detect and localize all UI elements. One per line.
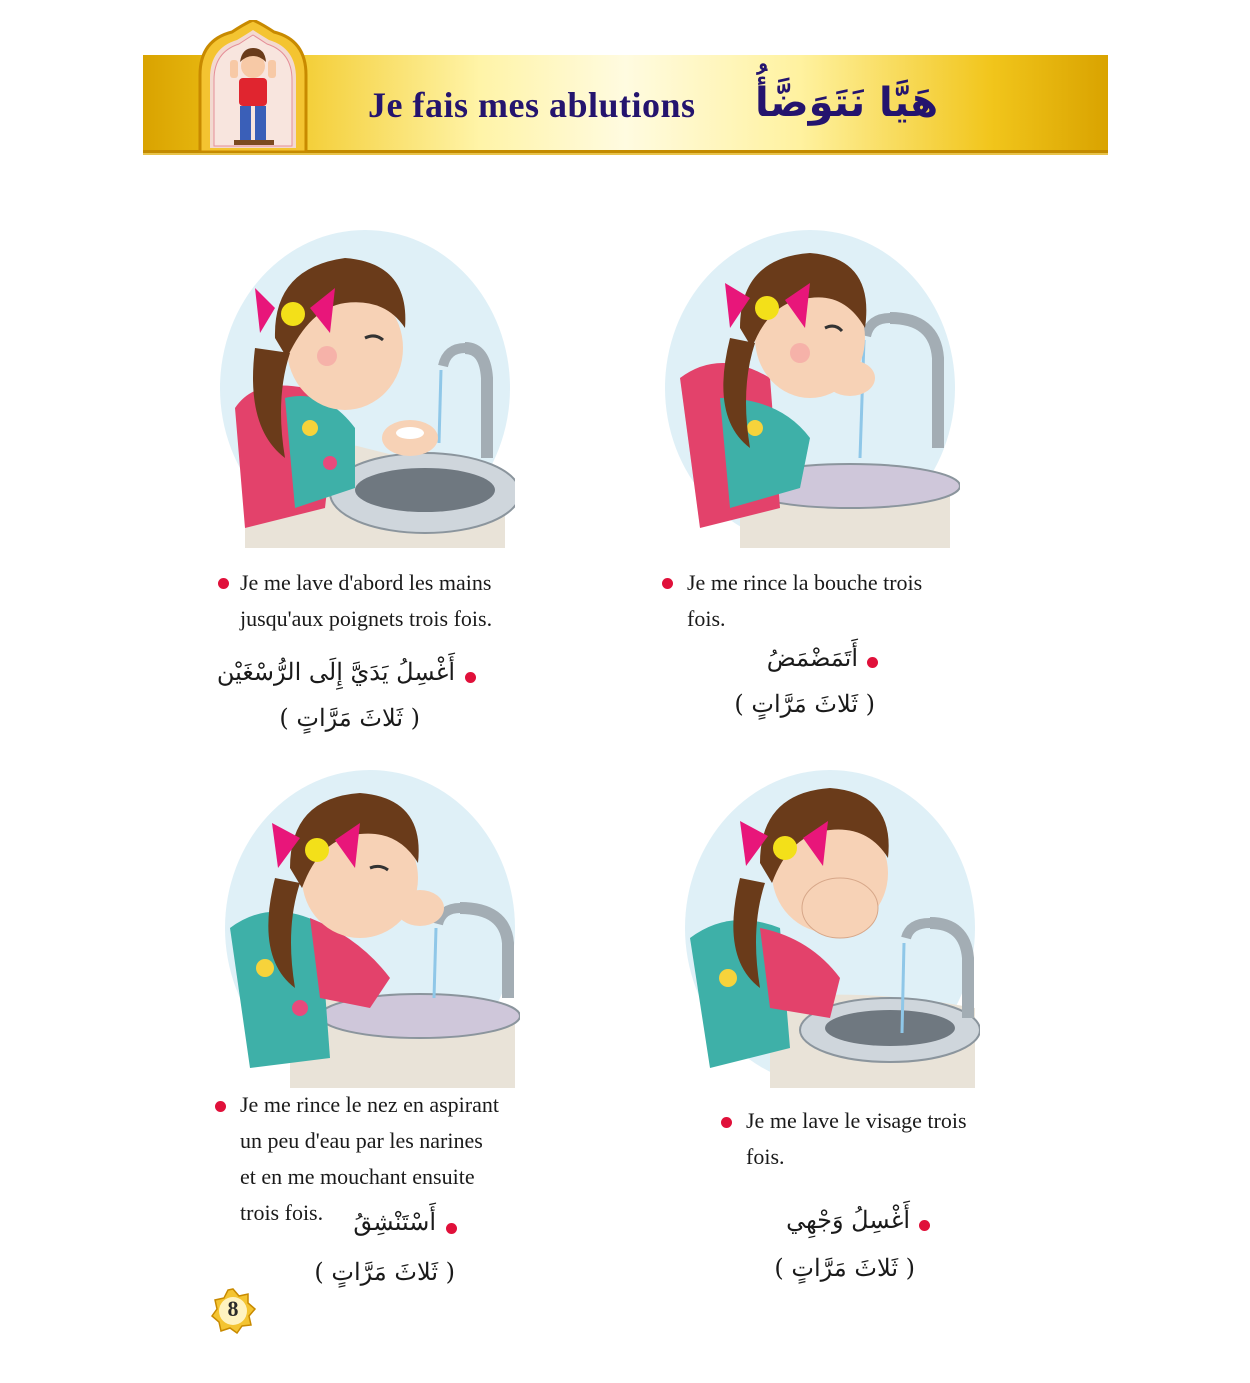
page-number: 8 [227, 1296, 239, 1321]
illustration-rinsing-nose [220, 768, 520, 1088]
step-3-ar-line2: ( ثَلاثَ مَرَّاتٍ ) [314, 1258, 455, 1286]
illustration-rinsing-mouth [660, 228, 960, 548]
step-2-fr-line1: Je me rince la bouche trois [687, 570, 923, 595]
step-1-fr-line2: jusqu'aux poignets trois fois. [240, 606, 493, 631]
step-4-ar-line1: أَغْسِلُ وَجْهِي [786, 1206, 910, 1234]
step-2-ar-bullet [867, 657, 878, 668]
step-4-fr-line2: fois. [746, 1144, 785, 1169]
step-1-ar-line2: ( ثَلاثَ مَرَّاتٍ ) [279, 704, 420, 732]
step-4-fr-line1: Je me lave le visage trois [746, 1108, 967, 1133]
step-3-bullet [215, 1101, 226, 1112]
step-2-ar-line2: ( ثَلاثَ مَرَّاتٍ ) [734, 690, 875, 718]
step-4-bullet [721, 1117, 732, 1128]
illustration-washing-face [680, 768, 980, 1088]
praying-child-emblem [192, 20, 314, 152]
step-3-ar-bullet [446, 1223, 457, 1234]
step-3-fr-line4: trois fois. [240, 1200, 324, 1225]
page-title-fr: Je fais mes ablutions [368, 85, 696, 125]
illustration-washing-hands [215, 228, 515, 548]
step-4-ar-bullet [919, 1220, 930, 1231]
step-3-fr-line1: Je me rince le nez en aspirant [240, 1092, 499, 1117]
step-1-ar-line1: أَغْسِلُ يَدَيَّ إِلَى الرُّسْغَيْن [216, 658, 455, 686]
step-1-bullet [218, 578, 229, 589]
step-2-fr-line2: fois. [687, 606, 726, 631]
step-3-fr-line2: un peu d'eau par les narines [240, 1128, 483, 1153]
step-1-fr-line1: Je me lave d'abord les mains [240, 570, 492, 595]
step-3-fr-line3: et en me mouchant ensuite [240, 1164, 475, 1189]
step-4-ar-line2: ( ثَلاثَ مَرَّاتٍ ) [774, 1254, 915, 1282]
step-3-ar-line1: أَسْتَنْشِقُ [353, 1208, 436, 1236]
step-2-ar-line1: أَتَمَضْمَضُ [766, 644, 858, 672]
page-title-ar: هَيَّا نَتَوَضَّأُ [755, 80, 939, 126]
step-1-ar-bullet [465, 672, 476, 683]
step-2-bullet [662, 578, 673, 589]
